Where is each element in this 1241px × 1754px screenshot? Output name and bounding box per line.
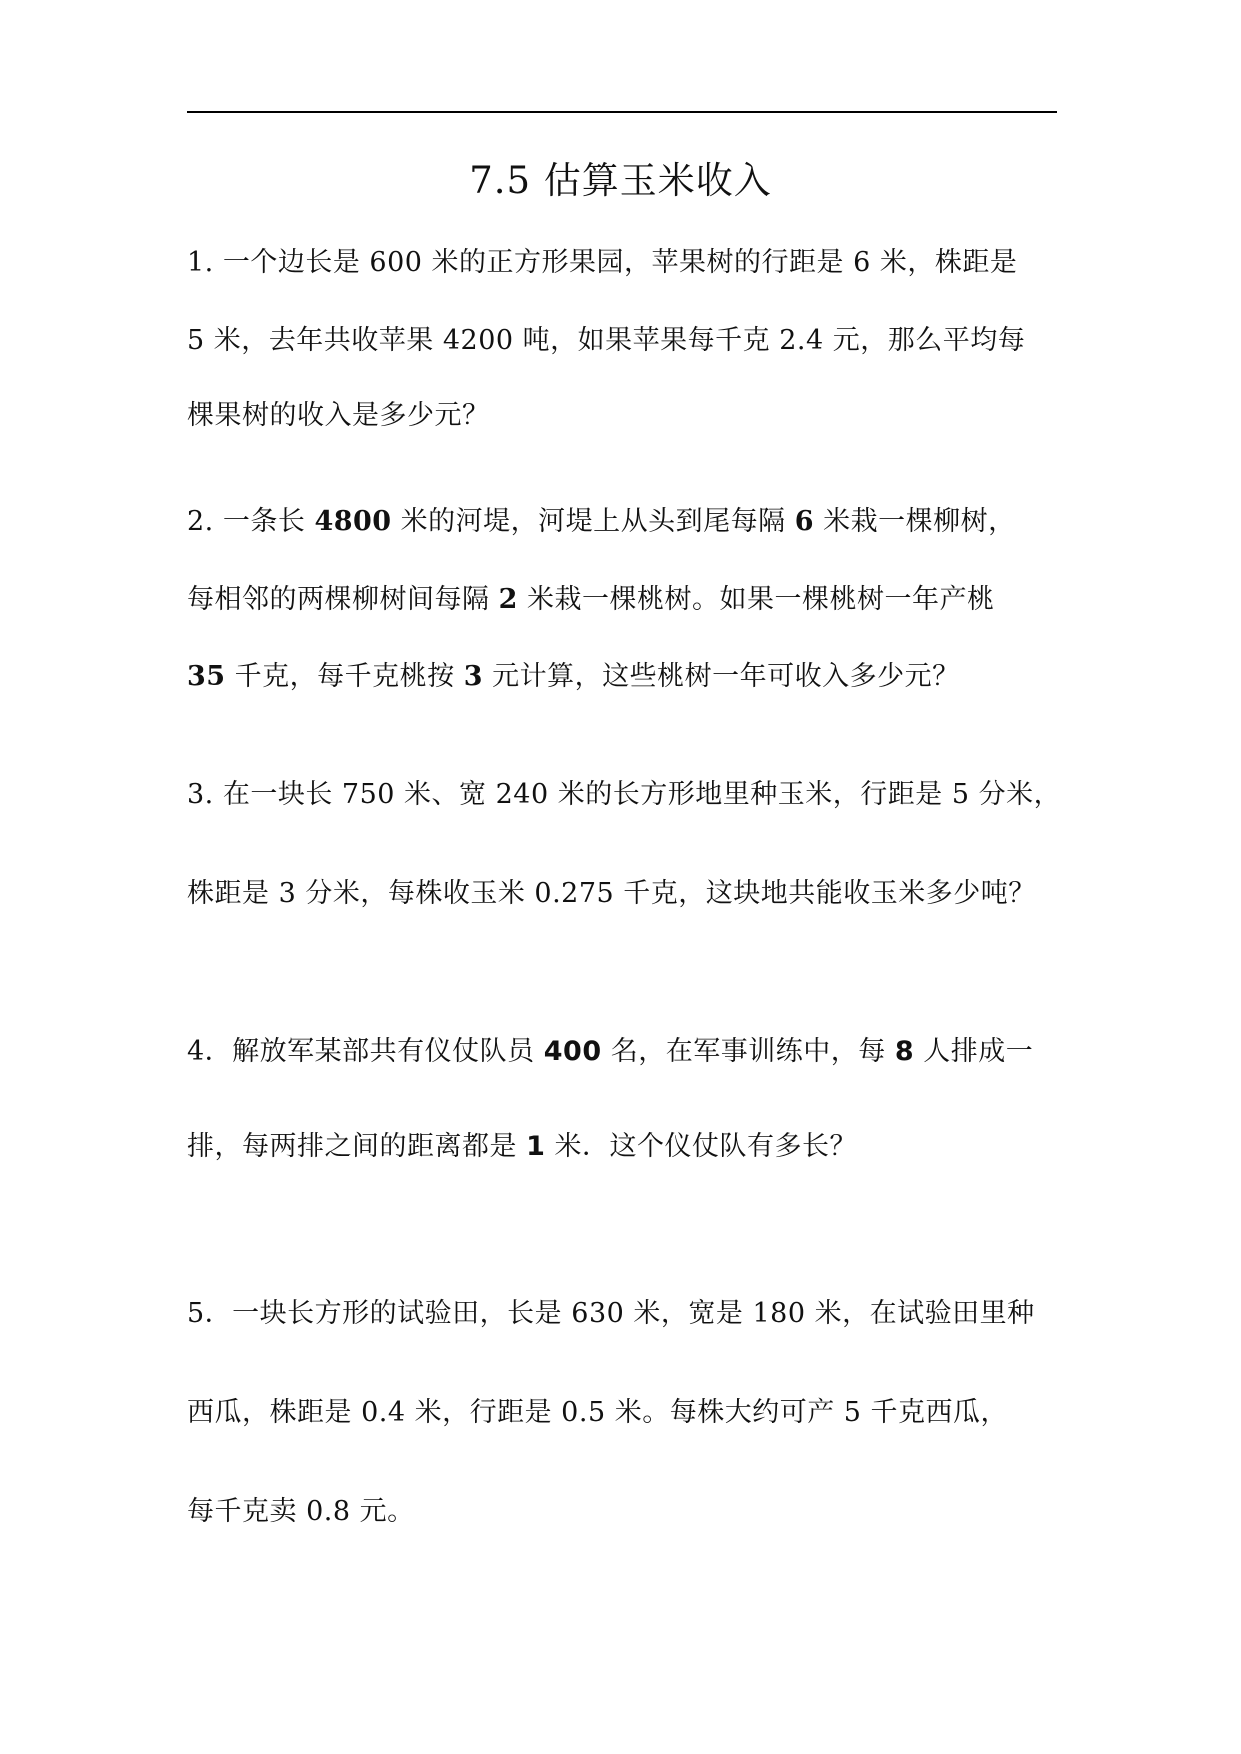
- text-segment: 元计算，这些桃树一年可收入多少元？: [483, 661, 960, 692]
- emphasized-number: 8: [894, 1036, 915, 1067]
- problem-1-line-3: [187, 396, 490, 436]
- header-rule: [187, 111, 1057, 113]
- emphasized-number: 2: [498, 584, 518, 615]
- text-segment: 每千克卖 0.8 元。: [187, 1496, 415, 1527]
- problem-4-line-1: [187, 1032, 1033, 1072]
- page-title: 7.5 估算玉米收入: [469, 159, 772, 202]
- text-segment: 米栽一棵柳树，: [814, 506, 1016, 537]
- emphasized-number: 35: [187, 661, 226, 692]
- problem-3-line-1: [187, 775, 1061, 815]
- problem-4-line-2: [187, 1127, 857, 1167]
- emphasized-number: 400: [543, 1036, 602, 1067]
- text-segment: 2. 一条长: [187, 506, 315, 537]
- emphasized-number: 6: [794, 506, 815, 537]
- problem-2-line-2: [187, 580, 994, 620]
- problem-1-line-2: [187, 321, 1025, 361]
- text-segment: 西瓜，株距是 0.4 米，行距是 0.5 米。每株大约可产 5 千克西瓜，: [187, 1397, 1009, 1428]
- text-segment: 米的河堤，河堤上从头到尾每隔: [391, 506, 795, 537]
- emphasized-number: 3: [463, 661, 484, 692]
- text-segment: 米栽一棵桃树。如果一棵桃树一年产桃: [517, 584, 995, 615]
- problem-5-line-1: [187, 1294, 1035, 1334]
- problem-5-line-3: [187, 1492, 415, 1532]
- emphasized-number: 4800: [314, 506, 392, 537]
- text-segment: 人排成一: [914, 1036, 1034, 1067]
- emphasized-number: 1: [526, 1131, 546, 1162]
- text-segment: 1. 一个边长是 600 米的正方形果园，苹果树的行距是 6 米，株距是: [187, 247, 1018, 278]
- problem-2-line-3: [187, 657, 960, 697]
- text-segment: 5．一块长方形的试验田，长是 630 米，宽是 180 米，在试验田里种: [187, 1298, 1035, 1329]
- problem-2-line-1: [187, 502, 1016, 542]
- text-segment: 3. 在一块长 750 米、宽 240 米的长方形地里种玉米，行距是 5 分米，: [187, 779, 1062, 810]
- problem-3-line-2: [187, 874, 1036, 914]
- text-segment: 5 米，去年共收苹果 4200 吨，如果苹果每千克 2.4 元，那么平均每: [187, 325, 1026, 356]
- text-segment: 棵果树的收入是多少元？: [187, 400, 490, 431]
- text-segment: 名，在军事训练中，每: [601, 1036, 895, 1067]
- problem-5-line-2: [187, 1393, 1008, 1433]
- text-segment: 千克，每千克桃按: [225, 661, 464, 692]
- text-segment: 每相邻的两棵柳树间每隔: [187, 584, 499, 615]
- text-segment: 米．这个仪仗队有多长？: [545, 1131, 857, 1162]
- text-segment: 4．解放军某部共有仪仗队员: [187, 1036, 544, 1067]
- problem-1-line-1: [187, 243, 1017, 283]
- text-segment: 株距是 3 分米，每株收玉米 0.275 千克，这块地共能收玉米多少吨？: [187, 878, 1036, 909]
- text-segment: 排，每两排之间的距离都是: [187, 1131, 527, 1162]
